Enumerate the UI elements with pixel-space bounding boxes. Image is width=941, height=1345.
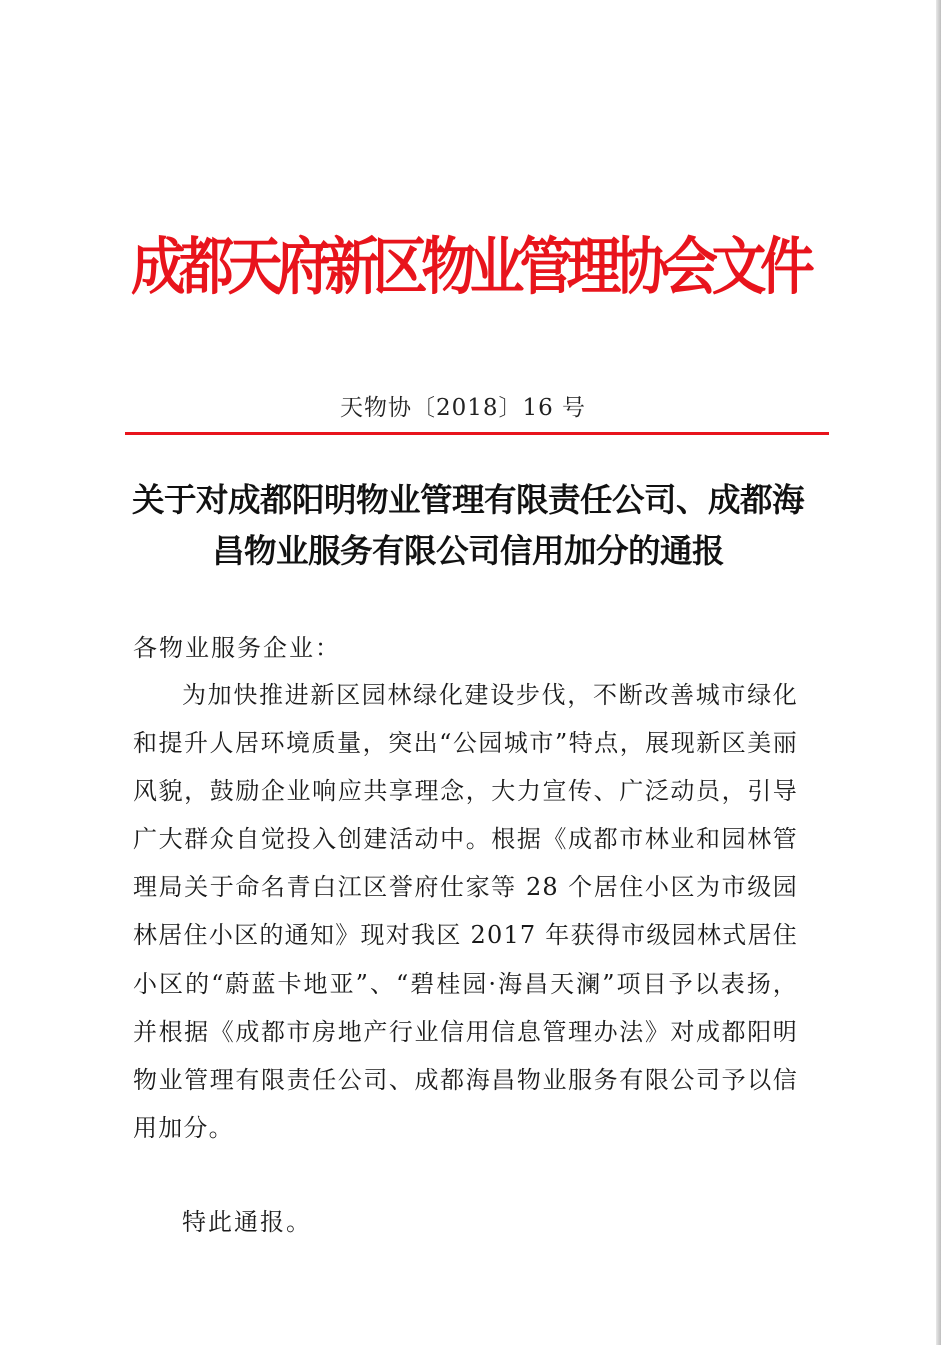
issuer-masthead: 成都天府新区物业管理协会文件	[130, 230, 809, 303]
closing-line: 特此通报。	[182, 1208, 312, 1236]
document-title: 关于对成都阳明物业管理有限责任公司、成都海昌物业服务有限公司信用加分的通报	[131, 480, 804, 570]
body-paragraph: 为加快推进新区园林绿化建设步伐，不断改善城市绿化和提升人居环境质量，突出“公园城市”特点，展现新区美丽风貌，鼓励企业响应共享理念，大力宣传、广泛动员，引导广大群众自觉投入创建活动中。根据《成都市林业和园林管理局关于命名青白江区誉府仕家等 28 个居住小区为市级园林居住小区的通知》现对我区 2017 年获得市级园林式居住小区的“蔚蓝卡地亚”、“碧桂园·海昌天澜”项目予以表扬，并根据《成都市房地产行业信用信息管理办法》对成都阳明物业管理有限责任公司、成都海昌物业服务有限公司予以信用加分。	[133, 681, 798, 1142]
page-edge-shadow	[936, 0, 941, 1345]
red-separator-line	[125, 432, 829, 435]
document-number: 天物协〔2018〕16 号	[339, 395, 587, 421]
salutation: 各物业服务企业：	[133, 634, 341, 662]
